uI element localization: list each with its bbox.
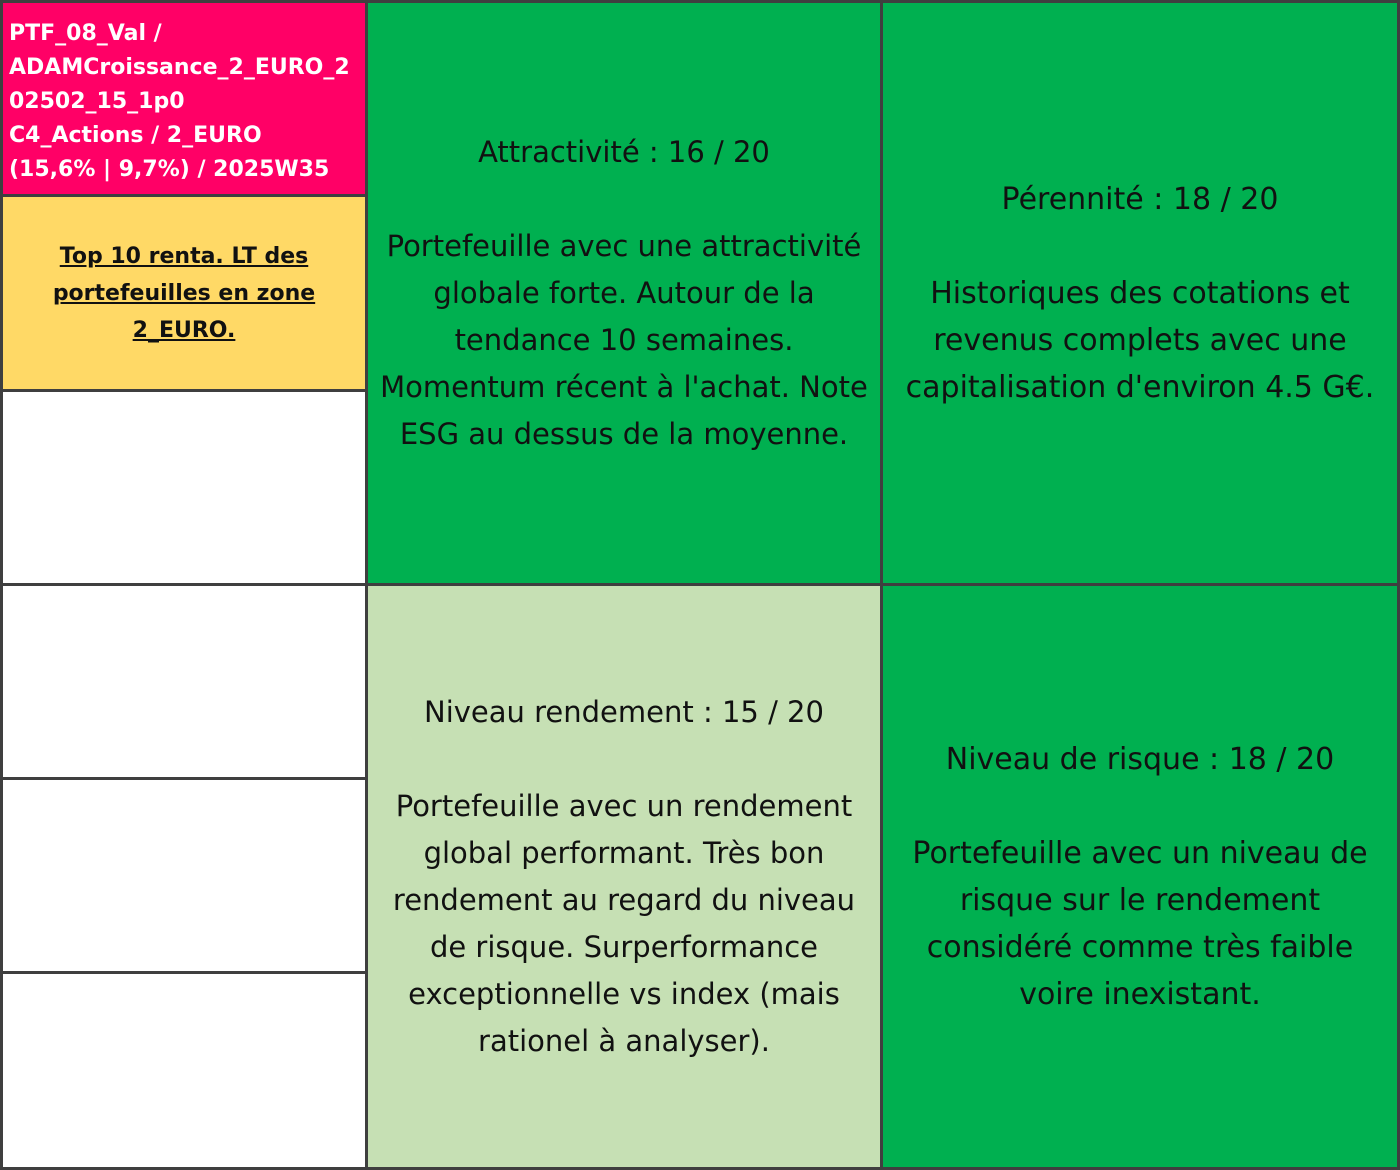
empty-cell-2 [3,586,365,777]
top10-cell [3,197,365,389]
perennite-description: Historiques des cotations et revenus complets avec une capitalisation d'environ 4.5 G€. [905,275,1375,405]
portfolio-header [3,3,365,194]
top10-link[interactable]: Top 10 renta. LT des portefeuilles en zone 2_EURO. [52,243,316,343]
empty-cell-1 [3,392,365,583]
rendement-description: Portefeuille avec un rendement global performant. Très bon rendement au regard du niveau de risque. Surperformance exceptionnelle vs index (mais rationel à analyser). [392,788,856,1058]
portfolio-category-line: C4_Actions / 2_EURO [9,123,262,148]
risque-description: Portefeuille avec un niveau de risque sur le rendement considéré comme très faible voire inexistant. [912,835,1368,1012]
risque-title: Niveau de risque : 18 / 20 [945,741,1335,777]
perennite-title: Pérennité : 18 / 20 [1001,181,1279,217]
rendement-title: Niveau rendement : 15 / 20 [424,694,824,729]
portfolio-id-line: PTF_08_Val / [9,21,162,46]
attractivite-description: Portefeuille avec une attractivité globale forte. Autour de la tendance 10 semaines. Momentum récent à l'achat. Note ESG au dessus de la moyenne. [380,228,868,451]
risque-card [883,586,1397,1167]
rendement-card [368,586,880,1167]
portfolio-metrics-line: (15,6% | 9,7%) / 2025W35 [9,157,330,182]
attractivite-title: Attractivité : 16 / 20 [478,134,770,169]
perennite-card [883,3,1397,583]
portfolio-name-line: ADAMCroissance_2_EURO_202502_15_1p0 [9,55,350,114]
empty-cell-4 [3,974,365,1167]
attractivite-card [368,3,880,583]
empty-cell-3 [3,780,365,971]
